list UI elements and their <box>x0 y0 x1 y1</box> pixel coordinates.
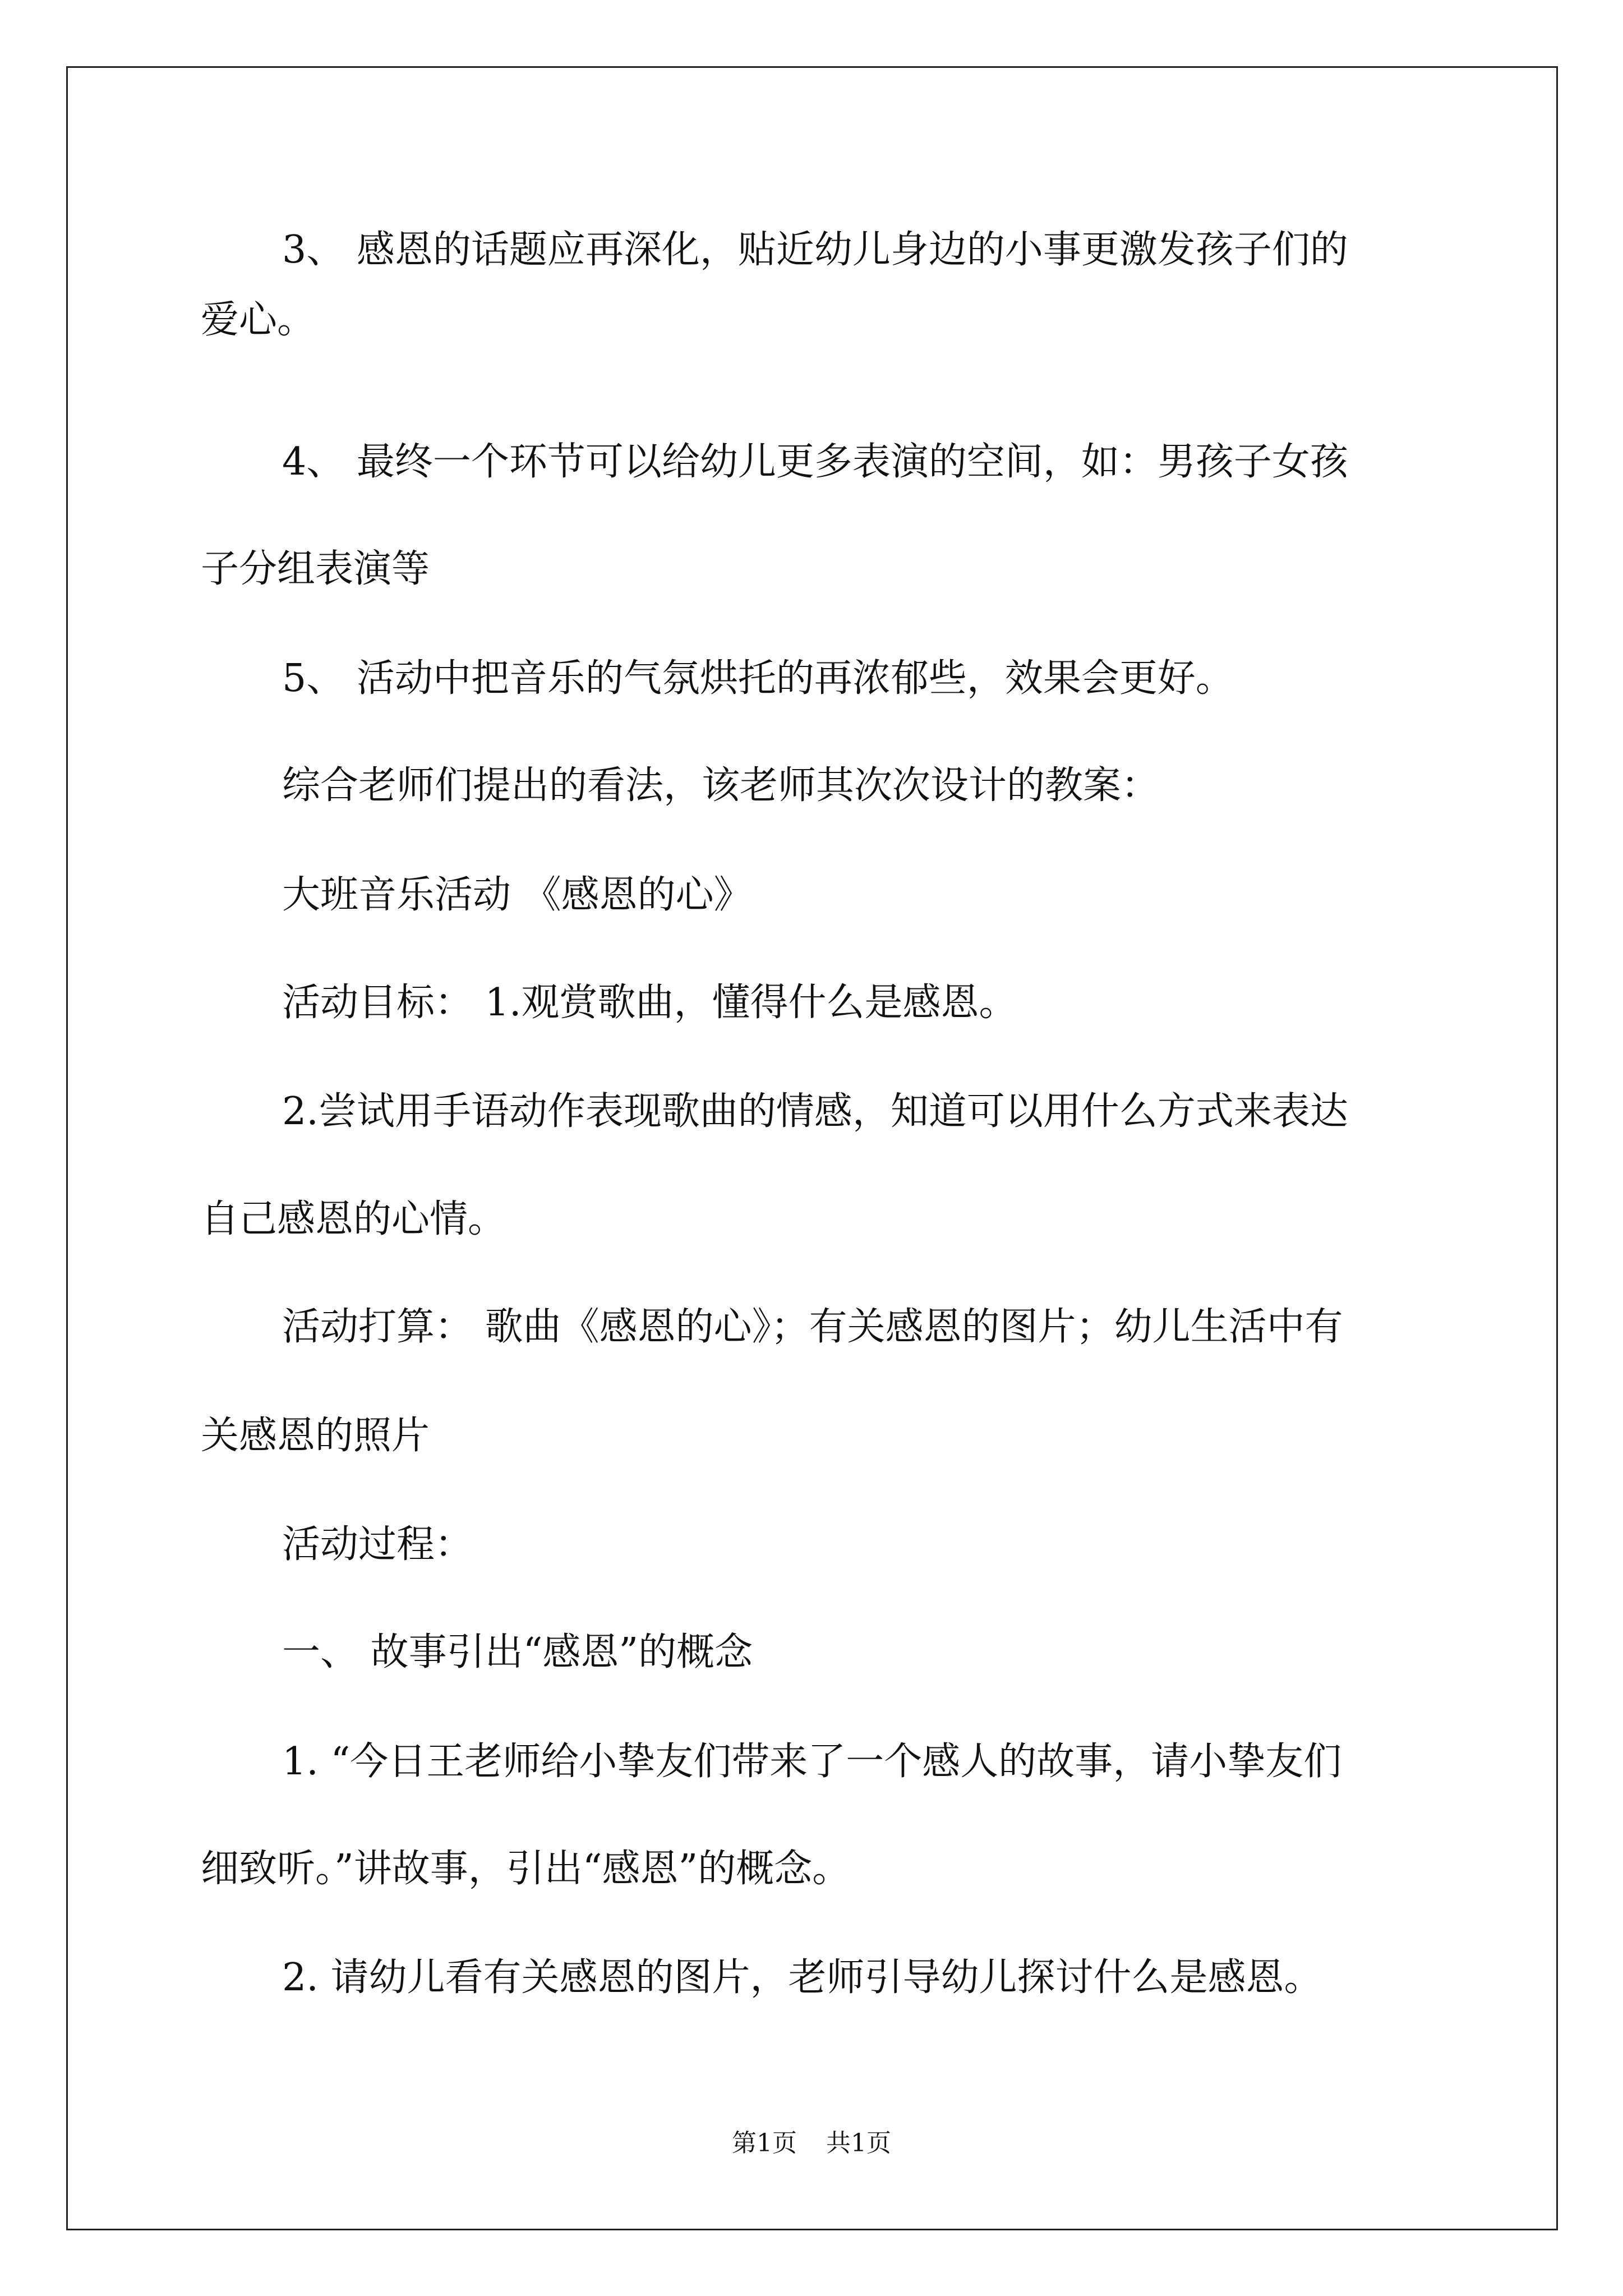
paragraph-line: 爱心。 <box>201 298 316 342</box>
paragraph-line: 活动目标： 1.观赏歌曲，懂得什么是感恩。 <box>282 981 1017 1025</box>
paragraph-line: 自己感恩的心情。 <box>201 1197 506 1241</box>
page-total: 共1页 <box>826 2129 891 2157</box>
paragraph-line: 1. “今日王老师给小挚友们带来了一个感人的故事，请小挚友们 <box>282 1740 1342 1784</box>
paragraph-line: 细致听。”讲故事，引出“感恩”的概念。 <box>201 1847 851 1891</box>
paragraph-line: 2.尝试用手语动作表现歌曲的情感，知道可以用什么方式来表达 <box>282 1089 1348 1134</box>
paragraph-line: 综合老师们提出的看法，该老师其次次设计的教案： <box>282 763 1160 808</box>
page-number: 第1页 <box>732 2129 797 2157</box>
paragraph-line: 5、 活动中把音乐的气氛烘托的再浓郁些，效果会更好。 <box>282 656 1234 701</box>
paragraph-line: 一、 故事引出“感恩”的概念 <box>282 1630 753 1674</box>
paragraph-line: 活动打算： 歌曲《感恩的心》；有关感恩的图片；幼儿生活中有 <box>282 1305 1343 1349</box>
paragraph-line: 2. 请幼儿看有关感恩的图片，老师引导幼儿探讨什么是感恩。 <box>282 1955 1322 2000</box>
page-border <box>66 66 1558 2230</box>
page-footer <box>0 2123 1623 2159</box>
paragraph-line: 子分组表演等 <box>201 547 430 591</box>
paragraph-line: 3、 感恩的话题应再深化，贴近幼儿身边的小事更激发孩子们的 <box>282 228 1348 272</box>
paragraph-line: 大班音乐活动 《感恩的心》 <box>282 873 752 917</box>
paragraph-line: 活动过程： <box>282 1522 473 1567</box>
paragraph-line: 4、 最终一个环节可以给幼儿更多表演的空间，如：男孩子女孩 <box>282 440 1348 484</box>
paragraph-line: 关感恩的照片 <box>201 1414 430 1458</box>
